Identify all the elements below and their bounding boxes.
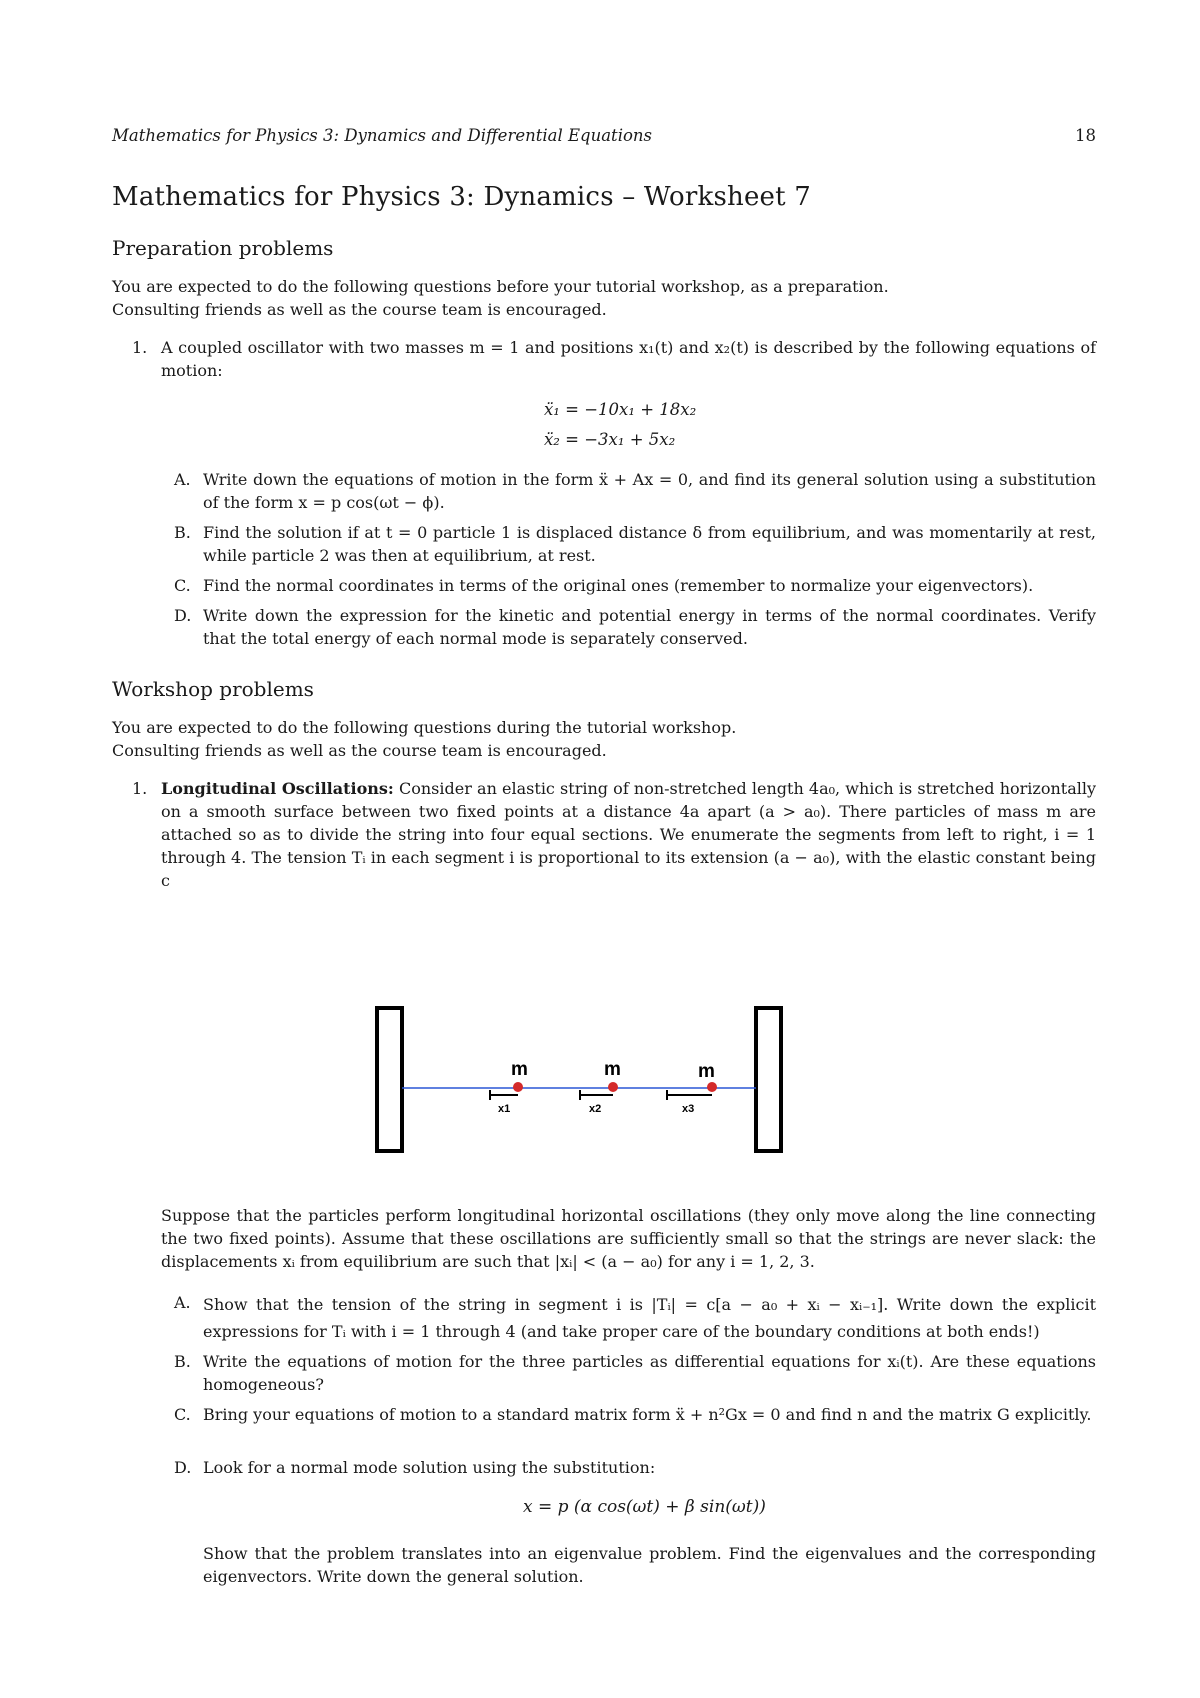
prep-part-d: [112, 604, 1096, 650]
part-label: A.: [174, 470, 191, 489]
part-text: Write down the expression for the kinetic and potential energy in terms of the normal coordinates. Verify that the total energy of each normal mode is separately conserved.: [203, 606, 1096, 648]
displacement-label: x3: [682, 1103, 695, 1115]
string-masses-figure: [360, 995, 796, 1159]
mass-dot: [707, 1082, 717, 1092]
worksheet-title: Mathematics for Physics 3: Dynamics – Worksheet 7: [112, 182, 811, 212]
workshop-part-d: [112, 1456, 1096, 1479]
running-title: Mathematics for Physics 3: Dynamics and Differential Equations: [112, 126, 652, 145]
part-text: Find the solution if at t = 0 particle 1 is displaced distance δ from equilibrium, and was momentarily at rest, while particle 2 was then at equilibrium, at rest.: [203, 523, 1096, 565]
workshop-part-a: [112, 1291, 1096, 1345]
part-text: Show that the tension of the string in segment i is |Tᵢ| = c[a − a₀ + xᵢ − xᵢ₋₁]. Write down the explicit expressions for Tᵢ with i = 1 through 4 (and take proper care of the boundary conditions at both ends!): [203, 1295, 1096, 1341]
problem-text: A coupled oscillator with two masses m = 1 and positions x₁(t) and x₂(t) is described by the following equations of motion:: [161, 338, 1096, 380]
displacement-label: x1: [498, 1103, 511, 1115]
part-text: Look for a normal mode solution using the substitution:: [203, 1458, 656, 1477]
preparation-problem-1: [112, 336, 1096, 382]
part-text: Write down the equations of motion in the form ẍ + Ax = 0, and find its general solution using a substitution of the form x = p cos(ωt − ϕ).: [203, 470, 1096, 512]
displacement-label: x2: [589, 1103, 602, 1115]
part-label: C.: [174, 1405, 191, 1424]
problem-number: 1.: [132, 779, 148, 798]
preparation-intro-2: Consulting friends as well as the course team is encouraged.: [112, 300, 607, 319]
workshop-intro-1: You are expected to do the following questions during the tutorial workshop.: [112, 718, 737, 737]
part-label: B.: [174, 1352, 191, 1371]
mass-label: m: [604, 1059, 621, 1080]
prep-part-c: [112, 574, 1096, 597]
part-label: C.: [174, 576, 191, 595]
prep-part-a: [112, 468, 1096, 514]
page-number: 18: [1075, 126, 1096, 145]
final-paragraph: Show that the problem translates into an eigenvalue problem. Find the eigenvalues and the corresponding eigenvectors. Write down the general solution.: [203, 1544, 1096, 1586]
problem-text: Consider an elastic string of non-stretched length 4a₀, which is stretched horizontally on a smooth surface between two fixed points at a distance 4a apart (a > a₀). There particles of mass m are attached so as to divide the string into four equal sections. We enumerate the segments from left to right, i = 1 through 4. The tension Tᵢ in each segment i is proportional to its extension (a − a₀), with the elastic constant being c: [161, 779, 1097, 890]
workshop-heading: Workshop problems: [112, 677, 314, 701]
part-label: A.: [174, 1293, 191, 1312]
mass-label: m: [511, 1059, 528, 1080]
part-label: B.: [174, 523, 191, 542]
part-text: Write the equations of motion for the three particles as differential equations for xᵢ(t). Are these equations homogeneous?: [203, 1352, 1096, 1394]
part-text: Find the normal coordinates in terms of the original ones (remember to normalize your eigenvectors).: [203, 576, 1034, 595]
substitution-equation: x = p (α cos(ωt) + β sin(ωt)): [523, 1497, 766, 1517]
left-wall: [377, 1008, 402, 1151]
equation-1: ẍ₁ = −10x₁ + 18x₂: [544, 400, 697, 419]
prep-part-b: [112, 521, 1096, 567]
preparation-heading: Preparation problems: [112, 236, 334, 260]
right-wall: [756, 1008, 781, 1151]
mass-1: [490, 1059, 528, 1115]
mass-label: m: [698, 1061, 715, 1082]
workshop-part-c: [112, 1403, 1096, 1426]
part-label: D.: [174, 606, 192, 625]
part-label: D.: [174, 1458, 192, 1477]
equation-2: ẍ₂ = −3x₁ + 5x₂: [544, 430, 676, 449]
oscillation-paragraph: Suppose that the particles perform longitudinal horizontal oscillations (they only move along the line connecting the two fixed points). Assume that these oscillations are sufficiently small so that the strings are never slack: the displacements xᵢ from equilibrium are such that |xᵢ| < (a − a₀) for any i = 1, 2, 3.: [161, 1206, 1096, 1271]
workshop-problem-1: [112, 777, 1096, 892]
workshop-intro-2: Consulting friends as well as the course team is encouraged.: [112, 741, 607, 760]
mass-dot: [513, 1082, 523, 1092]
mass-2: [580, 1059, 621, 1115]
workshop-part-b: [112, 1350, 1096, 1396]
problem-number: 1.: [132, 338, 148, 357]
running-header: [112, 126, 1096, 145]
part-text: Bring your equations of motion to a standard matrix form ẍ + n²Gx = 0 and find n and the matrix G explicitly.: [203, 1405, 1092, 1424]
preparation-intro-1: You are expected to do the following questions before your tutorial workshop, as a preparation.: [112, 277, 889, 296]
problem-bold-title: Longitudinal Oscillations:: [161, 779, 394, 798]
mass-dot: [608, 1082, 618, 1092]
